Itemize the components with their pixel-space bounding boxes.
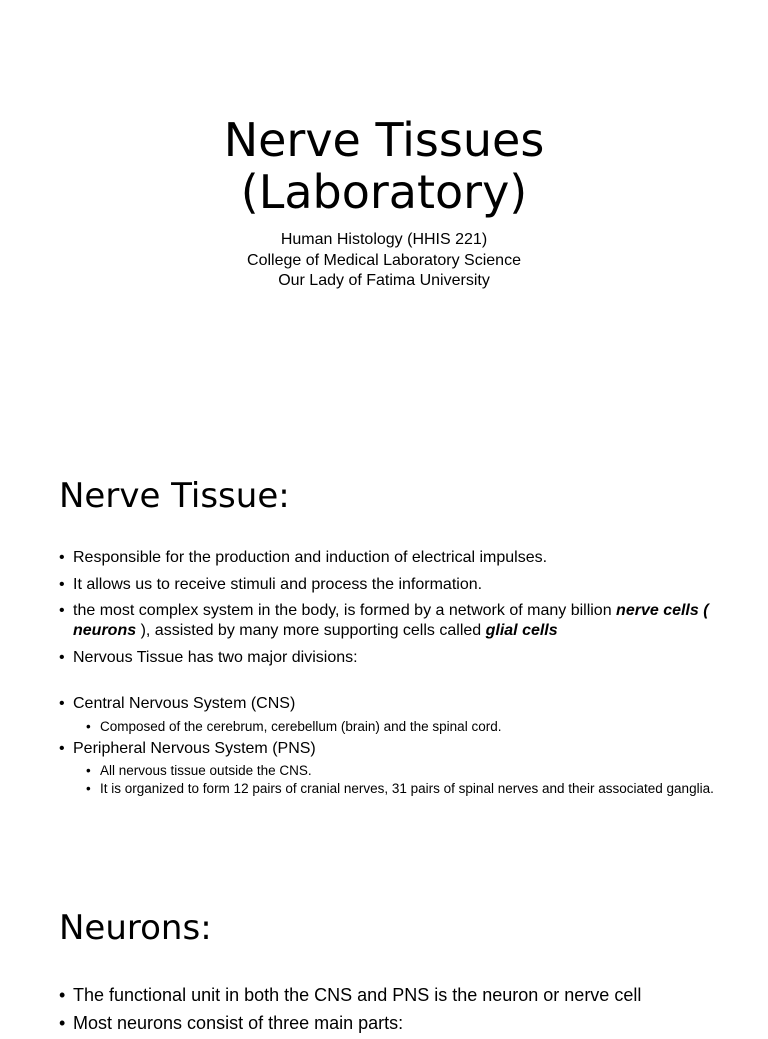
list-item-pns: • Peripheral Nervous System (PNS) [59,739,719,759]
list-item [59,601,719,641]
slide-title: Neurons: [59,908,212,948]
nerve-tissue-slide [0,432,768,864]
list-item-cns: • Central Nervous System (CNS) [59,694,719,714]
list-item: • Most neurons consist of three main parts: [59,1011,719,1035]
list-item: • Nervous Tissue has two major divisions: [59,648,719,668]
text-run: the most complex system in the body, is formed by a network of many billion [73,602,617,619]
presentation-title [0,114,768,218]
list-item: • Responsible for the production and induction of electrical impulses. [59,548,719,568]
bullet-list [59,548,719,801]
sub-list-item: • It is organized to form 12 pairs of cranial nerves, 31 pairs of spinal nerves and their associated ganglia. [59,780,719,797]
title-line-2: (Laboratory) [240,165,528,219]
bullet-list [59,983,719,1039]
spacer [59,674,719,694]
college-name: College of Medical Laboratory Science [247,251,521,269]
text-run: ), assisted by many more supporting cells called [136,622,486,639]
title-line-1: Nerve Tissues [223,113,545,167]
course-name: Human Histology (HHIS 221) [280,231,488,248]
list-item: • It allows us to receive stimuli and process the information. [59,575,719,595]
sub-list-item: • All nervous tissue outside the CNS. [59,762,719,779]
slide-title: Nerve Tissue: [59,476,290,516]
emphasis-nerve-cells: nerve cells ( neurons [73,602,709,639]
university-name: Our Lady of Fatima University [278,272,490,289]
presentation-subtitle [0,230,768,292]
list-item: • The functional unit in both the CNS and PNS is the neuron or nerve cell [59,983,719,1007]
title-slide [0,0,768,432]
neurons-slide [0,864,768,1033]
emphasis-glial-cells: glial cells [485,622,558,639]
sub-list-item: • Composed of the cerebrum, cerebellum (brain) and the spinal cord. [59,718,719,735]
